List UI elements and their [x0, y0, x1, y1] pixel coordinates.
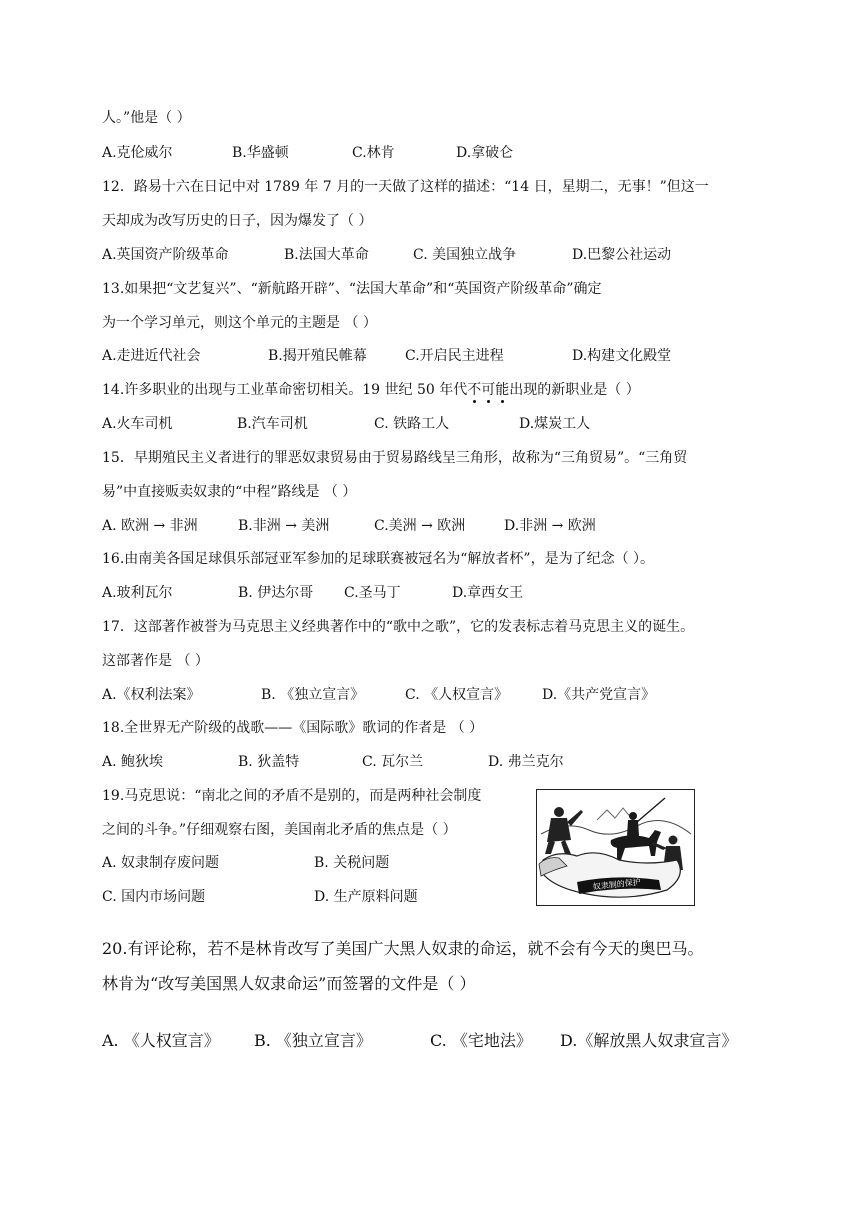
slavery-cartoon-drawing	[537, 790, 694, 905]
q18-option-a: A. 鲍狄埃	[102, 754, 164, 770]
q19-cartoon-figure	[536, 789, 695, 906]
q17-option-a: A.《权利法案》	[102, 687, 201, 703]
cartoon-banner-label: 奴隶制的保护	[592, 877, 642, 892]
q11-option-c: C.林肯	[352, 145, 395, 161]
q14-option-d: D.煤炭工人	[519, 416, 591, 432]
q17-option-c: C. 《人权宣言》	[405, 687, 509, 703]
q20-option-d: D.《解放黑人奴隶宣言》	[560, 1031, 738, 1050]
q13-option-d: D.构建文化殿堂	[572, 348, 672, 364]
q15-option-d: D.非洲 → 欧洲	[504, 518, 596, 534]
q17-option-b: B. 《独立宣言》	[261, 687, 365, 703]
q18-option-c: C. 瓦尔兰	[362, 754, 424, 770]
q13-stem-line1: 13.如果把“文艺复兴”、“新航路开辟”、“法国大革命”和“英国资产阶级革命”确定	[102, 281, 602, 297]
q15-option-c: C.美洲 → 欧洲	[374, 518, 466, 534]
q20-option-b: B. 《独立宣言》	[254, 1031, 372, 1050]
q19-stem-line2: 之间的斗争。”仔细观察右图，美国南北矛盾的焦点是（ ）	[102, 822, 457, 838]
q19-stem-line1: 19.马克思说：“南北之间的矛盾不是别的，而是两种社会制度	[102, 788, 482, 804]
q14-stem-pre: 14.许多职业的出现与工业革命密切相关。19 世纪 50 年代	[102, 382, 468, 398]
q18-option-d: D. 弗兰克尔	[488, 754, 564, 770]
q13-stem-line2: 为一个学习单元，则这个单元的主题是 （ ）	[102, 315, 377, 331]
q12-option-c: C. 美国独立战争	[413, 247, 517, 263]
q16-option-d: D.章西女王	[452, 585, 524, 601]
q17-option-d: D.《共产党宣言》	[542, 687, 656, 703]
q15-stem-line2: 易”中直接贩卖奴隶的“中程”路线是 （ ）	[102, 484, 357, 500]
q13-option-a: A.走进近代社会	[102, 348, 201, 364]
q15-option-b: B.非洲 → 美洲	[238, 518, 330, 534]
q16-stem: 16.由南美各国足球俱乐部冠亚军参加的足球联赛被冠名为“解放者杯”，是为了纪念（ ）。	[102, 551, 655, 567]
q19-option-d: D. 生产原料问题	[314, 889, 418, 905]
q17-stem-line1: 17．这部著作被誉为马克思主义经典著作中的“歌中之歌”，它的发表标志着马克思主义的诞生。	[102, 619, 695, 635]
q12-option-a: A.英国资产阶级革命	[102, 247, 229, 263]
q20-stem-line2: 林肯为“改写美国黑人奴隶命运”而签署的文件是（ ）	[102, 974, 476, 993]
q14-option-b: B.汽车司机	[237, 416, 308, 432]
q20-stem-line1: 20.有评论称，若不是林肯改写了美国广大黑人奴隶的命运，就不会有今天的奥巴马。	[102, 939, 704, 958]
q16-option-b: B. 伊达尔哥	[238, 585, 314, 601]
q12-stem-line1: 12．路易十六在日记中对 1789 年 7 月的一天做了这样的描述：“14 日，星期二，无事！”但这一	[102, 179, 709, 195]
q18-stem: 18.全世界无产阶级的战歌——《国际歌》歌词的作者是 （ ）	[102, 720, 484, 736]
q11-option-b: B.华盛顿	[232, 145, 289, 161]
q16-option-c: C.圣马丁	[344, 585, 401, 601]
q20-option-a: A. 《人权宣言》	[102, 1031, 220, 1050]
q12-stem-line2: 天却成为改写历史的日子，因为爆发了（ ）	[102, 213, 373, 229]
q18-option-b: B. 狄盖特	[238, 754, 300, 770]
q13-option-b: B.揭开殖民帷幕	[268, 348, 367, 364]
q12-option-d: D.巴黎公社运动	[572, 247, 672, 263]
q11-option-a: A.克伦威尔	[102, 145, 173, 161]
q14-stem-post: 出现的新职业是（ ）	[509, 382, 640, 398]
q14-emphasis-char-2: 可	[481, 382, 496, 398]
q11-option-d: D.拿破仑	[456, 145, 514, 161]
q14-emphasis-char-3: 能	[495, 382, 510, 398]
q14-emphasis-char-1: 不	[467, 382, 482, 398]
q19-option-a: A. 奴隶制存废问题	[102, 855, 220, 871]
q17-stem-line2: 这部著作是 （ ）	[102, 653, 209, 669]
q19-option-c: C. 国内市场问题	[102, 889, 206, 905]
q20-option-c: C. 《宅地法》	[430, 1031, 532, 1050]
q15-stem-line1: 15．早期殖民主义者进行的罪恶奴隶贸易由于贸易路线呈三角形，故称为“三角贸易”。“三角贸	[102, 450, 688, 466]
q11-stem-tail: 人。”他是（ ）	[102, 110, 191, 126]
q13-option-c: C.开启民主进程	[405, 348, 504, 364]
q14-stem	[102, 380, 640, 400]
q16-option-a: A.玻利瓦尔	[102, 585, 173, 601]
q15-option-a: A. 欧洲 → 非洲	[102, 518, 198, 534]
q19-option-b: B. 关税问题	[314, 855, 390, 871]
q14-option-c: C. 铁路工人	[374, 416, 450, 432]
q14-option-a: A.火车司机	[102, 416, 173, 432]
q12-option-b: B.法国大革命	[284, 247, 369, 263]
